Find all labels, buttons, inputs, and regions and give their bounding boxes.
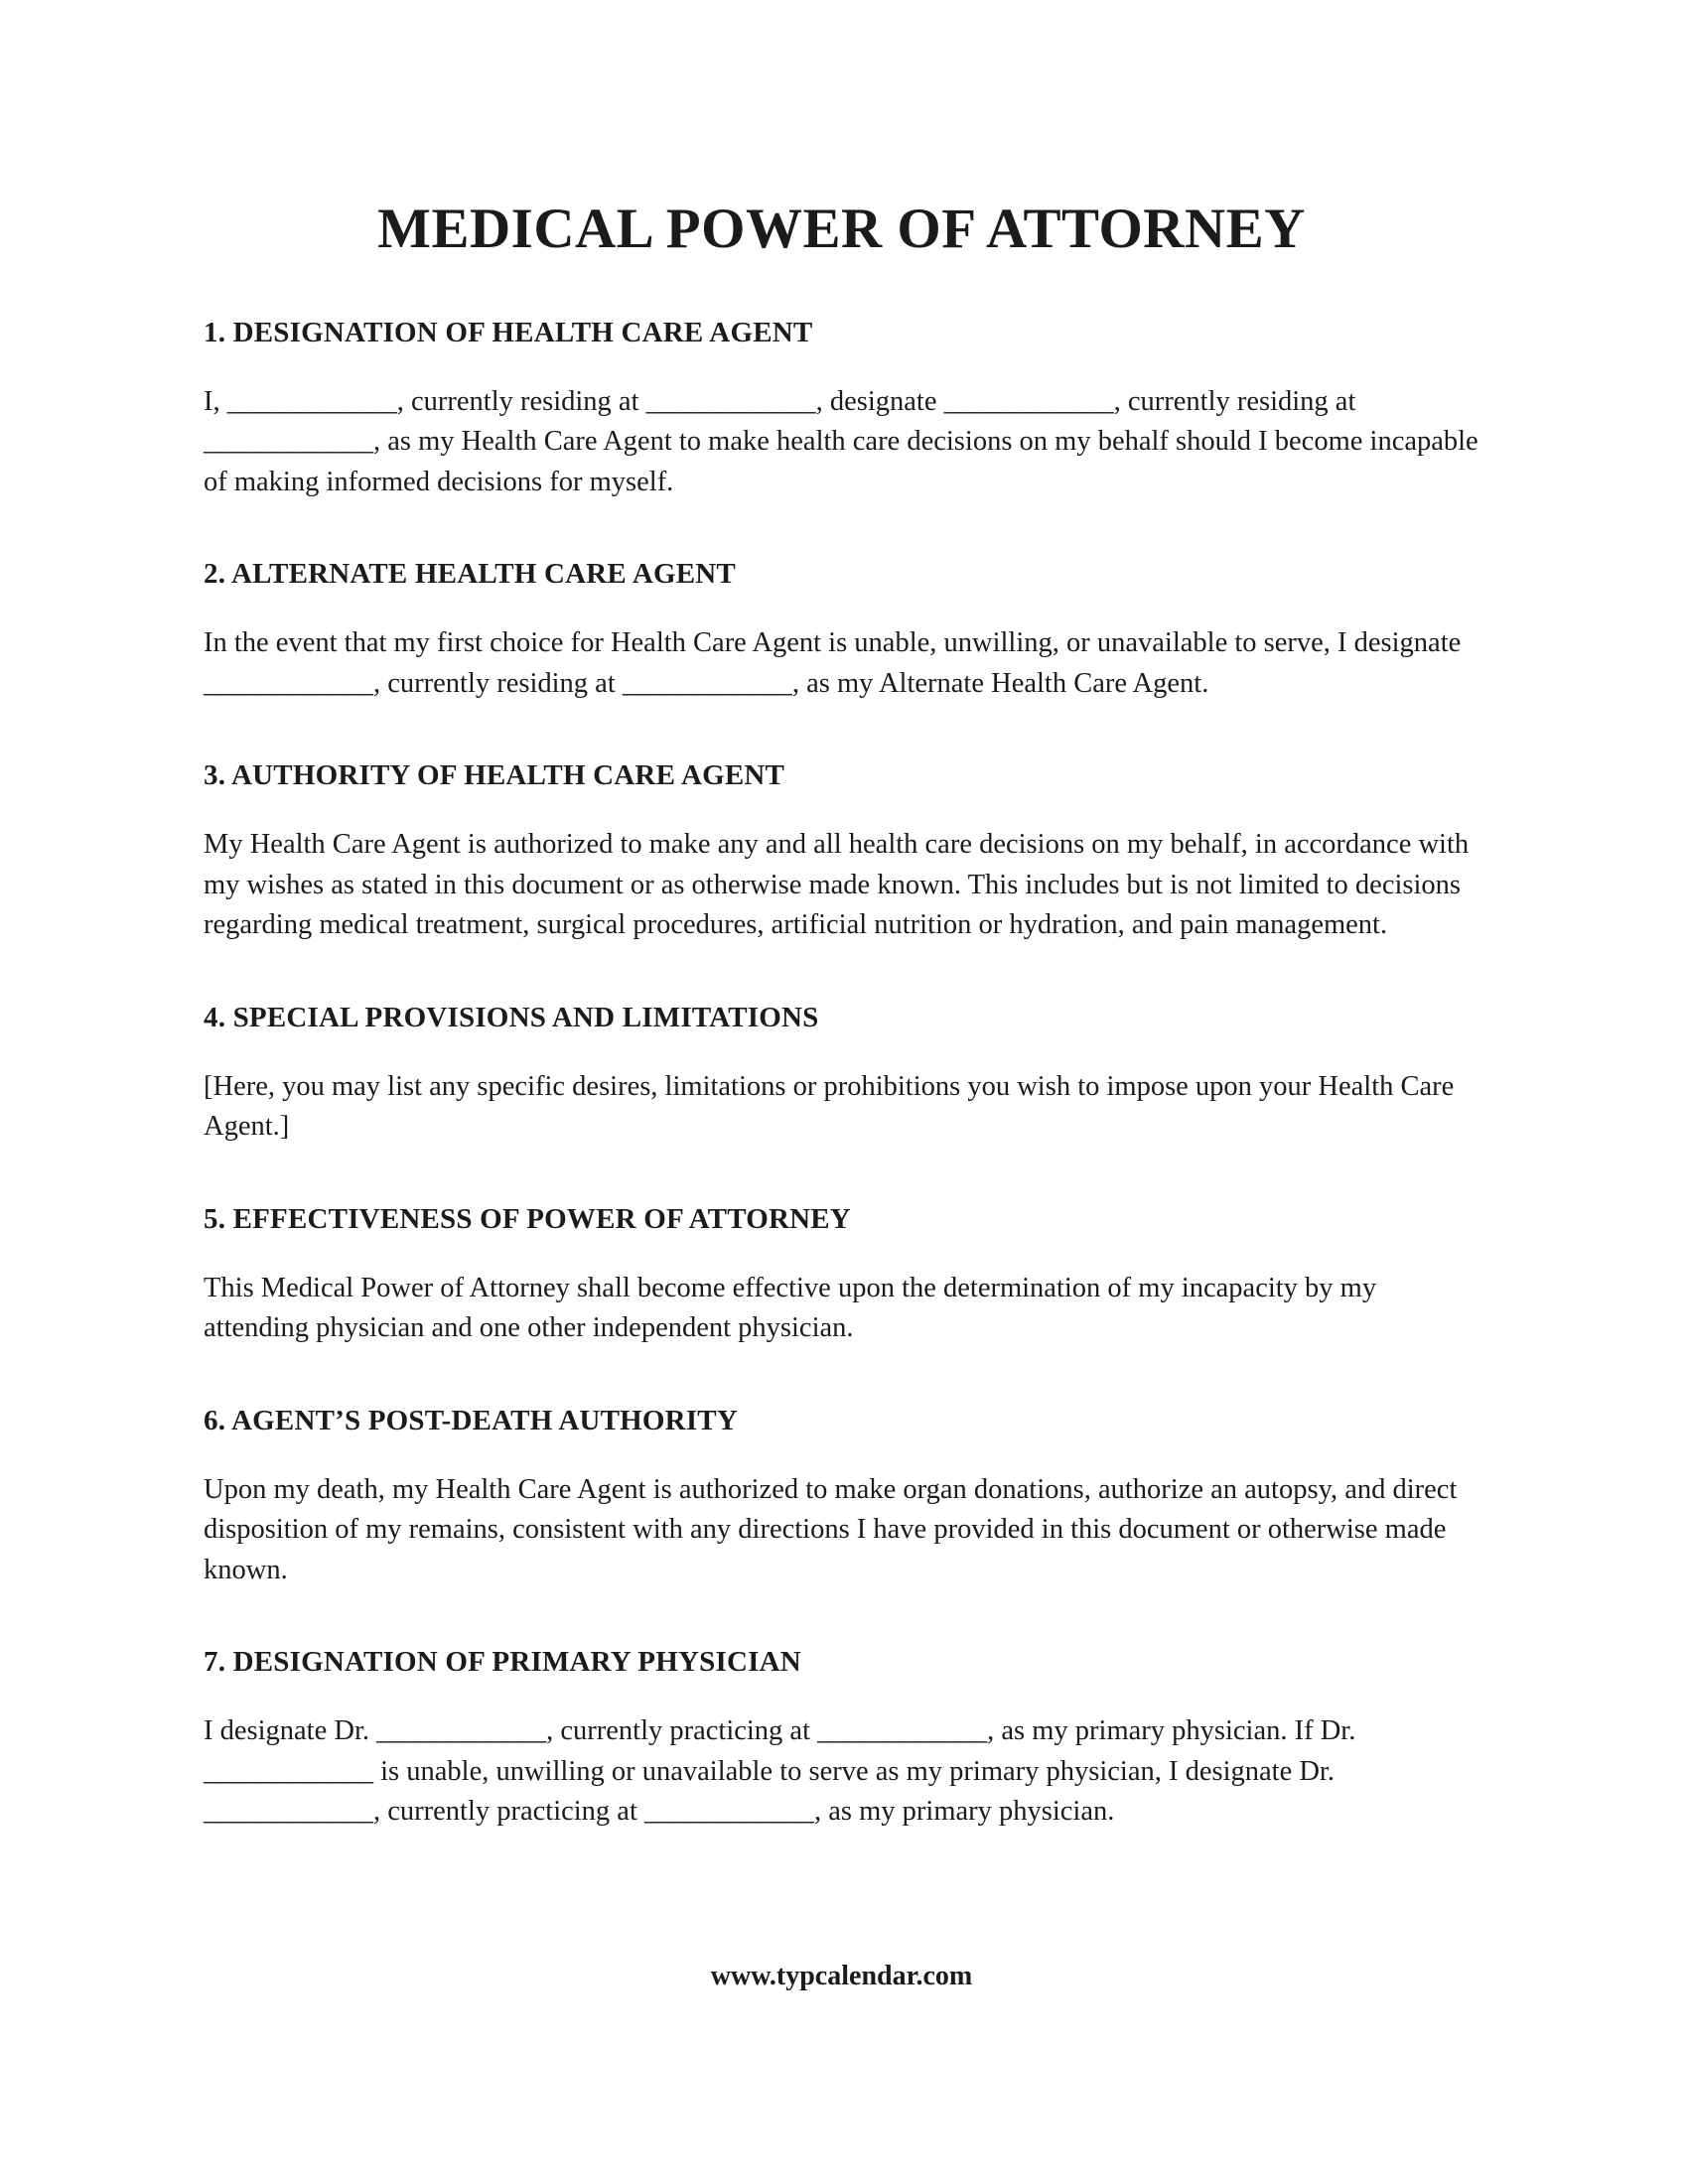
section-effectiveness: [204, 1203, 1479, 1349]
section-heading: 7. DESIGNATION OF PRIMARY PHYSICIAN: [204, 1646, 801, 1679]
section-special-provisions: [204, 1002, 1479, 1148]
section-alternate-agent: [204, 558, 1479, 704]
section-post-death-authority: [204, 1405, 1479, 1590]
section-heading: 4. SPECIAL PROVISIONS AND LIMITATIONS: [204, 1001, 819, 1033]
section-heading: 6. AGENT’S POST-DEATH AUTHORITY: [204, 1404, 738, 1436]
section-body: [Here, you may list any specific desires, limitations or prohibitions you wish to impose upon your Health Care Agent.]: [204, 1070, 1455, 1143]
section-heading: 2. ALTERNATE HEALTH CARE AGENT: [204, 558, 736, 591]
section-body: In the event that my first choice for Health Care Agent is unable, unwilling, or unavailable to serve, I designate ____________, currently residing at ____________, as my Alternate Health Care Agent.: [204, 627, 1462, 699]
section-authority-of-agent: [204, 759, 1479, 945]
section-primary-physician: [204, 1646, 1479, 1832]
section-body: I, ____________, currently residing at ____________, designate ____________, currently residing at ____________, as my Health Care Agent to make health care decisions on my behalf should I become incapable of making informed decisions for myself.: [204, 386, 1478, 497]
section-heading: 1. DESIGNATION OF HEALTH CARE AGENT: [204, 317, 813, 348]
section-body: This Medical Power of Attorney shall become effective upon the determination of my incapacity by my attending physician and one other independent physician.: [204, 1272, 1377, 1344]
section-body: I designate Dr. ____________, currently practicing at ____________, as my primary physician. If Dr. ____________ is unable, unwilling or unavailable to serve as my primary physician, I designate Dr. ____________, currently practicing at ____________, as my primary physician.: [204, 1715, 1356, 1827]
footer-url: www.typcalendar.com: [710, 1961, 973, 1992]
section-designation-of-agent: [204, 317, 1479, 502]
page-title: MEDICAL POWER OF ATTORNEY: [377, 198, 1306, 260]
section-body: My Health Care Agent is authorized to make any and all health care decisions on my behalf, in accordance with my wishes as stated in this document or as otherwise made known. This includes but is not limited to decisions regarding medical treatment, surgical procedures, artificial nutrition or hydration, and pain management.: [204, 829, 1470, 941]
section-body: Upon my death, my Health Care Agent is authorized to make organ donations, authorize an autopsy, and direct disposition of my remains, consistent with any directions I have provided in this document or otherwise made known.: [204, 1473, 1458, 1585]
section-heading: 3. AUTHORITY OF HEALTH CARE AGENT: [204, 759, 785, 792]
section-heading: 5. EFFECTIVENESS OF POWER OF ATTORNEY: [204, 1202, 851, 1235]
